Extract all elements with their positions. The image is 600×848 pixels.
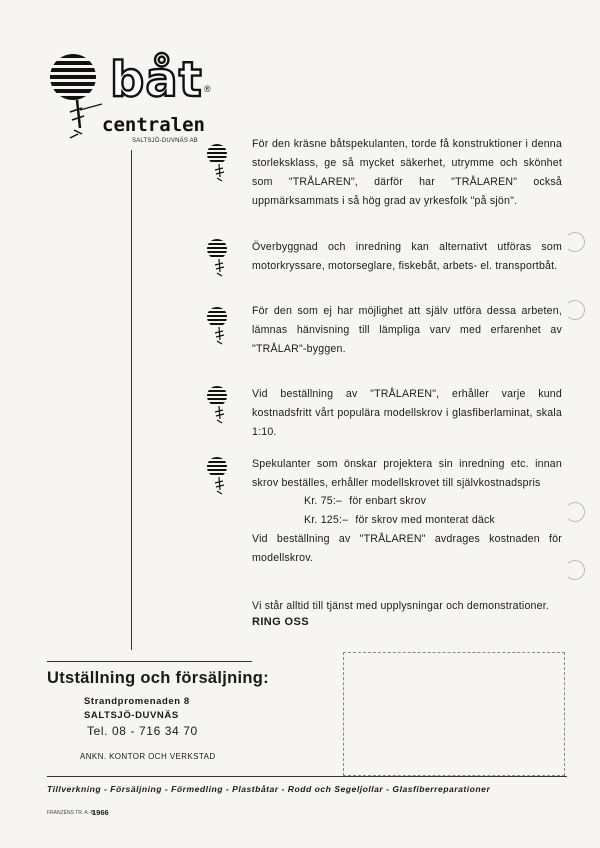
paragraph-prospects: Spekulanter som önskar projektera sin inredning etc. innan skrov beställes, erhåller modellskrovet till självkostnadspris [252, 458, 562, 489]
price-row [304, 511, 495, 530]
printer-credit: FRANZÉNS TR. A.-B. [47, 810, 96, 816]
divider [47, 776, 567, 777]
binder-hole [565, 300, 585, 320]
paragraph-model-hull: Vid beställning av "TRÅLAREN", erhåller varje kund kostnadsfritt vårt populära modellskrov i glasfiberlaminat, skala 1:10. [252, 388, 562, 438]
vertical-divider [131, 150, 132, 650]
price-amount: Kr. 75:– [304, 495, 343, 507]
paragraph-shipyards: För den som ej har möjlighet att själv utföra dessa arbeten, lämnas hänvisning till lämpliga varv med erfarenhet av "TRÅLAR"-byggen. [252, 305, 562, 355]
bullet-emblem-icon [204, 306, 234, 348]
company-place: SALTSJÖ-DUVNÄS AB [132, 138, 198, 144]
paragraph-intro: För den kräsne båtspekulanten, torde få konstruktioner i denna storleksklass, ge så mycket säkerhet, utrymme och skönhet som "TRÅLAREN", därför har "TRÅLAREN" också uppmärksammats i så hög grad av yrkesfolk "på sjön". [252, 138, 562, 207]
logo-emblem-icon [40, 50, 110, 140]
binder-hole [565, 560, 585, 580]
stamp-box [343, 652, 565, 776]
binder-hole [565, 232, 585, 252]
phone-number: Tel. 08 - 716 34 70 [87, 724, 198, 738]
address-city: SALTSJÖ-DUVNÄS [84, 710, 179, 721]
address-street: Strandpromenaden 8 [84, 696, 190, 707]
logo-subtitle: centralen [102, 114, 205, 136]
price-row [304, 492, 426, 511]
paragraph-variants: Överbyggnad och inredning kan alternativt utföras som motorkryssare, motorseglare, fiskebåt, arbets- el. transportbåt. [252, 241, 562, 272]
bullet-emblem-icon [204, 385, 234, 427]
logo-wordmark: båt [110, 52, 203, 108]
bullet-emblem-icon [204, 143, 234, 185]
paragraph-service: Vi står alltid till tjänst med upplysningar och demonstrationer. [252, 600, 550, 612]
binder-hole [565, 502, 585, 522]
call-to-action: RING OSS [252, 616, 309, 628]
divider [47, 661, 252, 662]
paragraph-deduct: Vid beställning av "TRÅLAREN" avdrages kostnaden för modellskrov. [252, 533, 562, 564]
bullet-emblem-icon [204, 456, 234, 498]
print-year: 1966 [92, 808, 109, 817]
office-note: ANKN. KONTOR OCH VERKSTAD [80, 752, 216, 761]
registered-mark: ® [204, 84, 211, 94]
price-amount: Kr. 125:– [304, 514, 349, 526]
price-desc: för skrov med monterat däck [355, 514, 496, 526]
bullet-emblem-icon [204, 238, 234, 280]
sales-title: Utställning och försäljning: [47, 669, 269, 687]
footer-services: Tillverkning - Försäljning - Förmedling - Plastbåtar - Rodd och Segeljollar - Glasfiberreparationer [47, 784, 491, 794]
price-desc: för enbart skrov [349, 495, 427, 507]
